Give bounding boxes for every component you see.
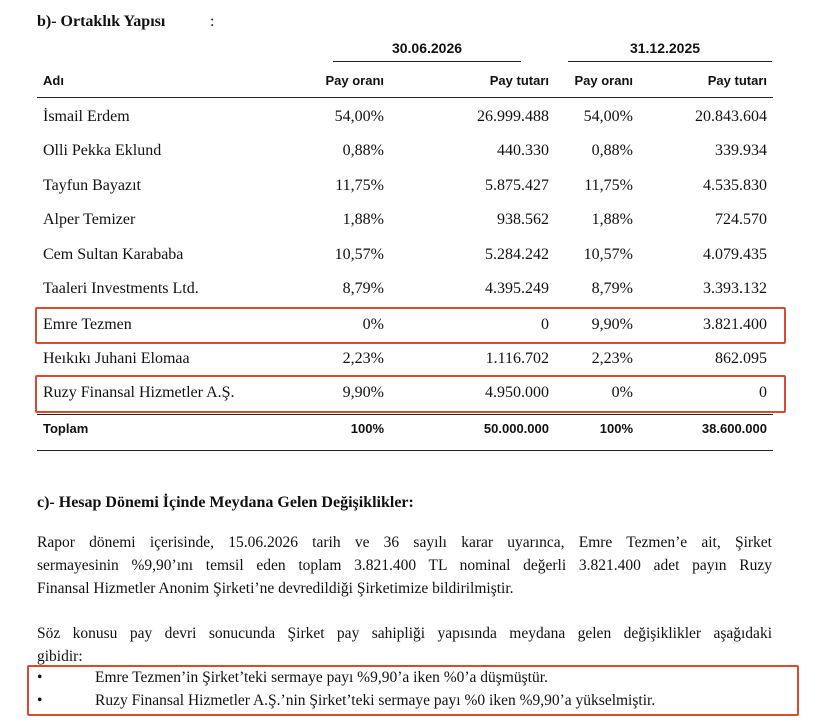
section-b-colon: : xyxy=(210,13,215,30)
share-amount-2: 724.570 xyxy=(715,211,767,228)
share-ratio-2: 10,57% xyxy=(583,246,633,263)
share-amount-2: 862.095 xyxy=(715,350,767,367)
share-amount-1: 0 xyxy=(541,316,549,333)
column-header-amount-1: Pay tutarı xyxy=(489,73,549,88)
table-row xyxy=(0,169,820,203)
share-ratio-1: 0% xyxy=(362,316,384,333)
period-2-underline xyxy=(568,61,772,62)
shareholder-name: İsmail Erdem xyxy=(43,108,130,125)
table-row xyxy=(0,308,820,342)
section-b-title: b)- Ortaklık Yapısı xyxy=(37,13,166,30)
paragraph-line: sermayesinin %9,90’ını temsil eden toplam 3.821.400 TL nominal değerli 3.821.400 adet payın Ruzy xyxy=(37,557,772,574)
share-amount-2: 4.535.830 xyxy=(703,177,767,194)
total-amount-2: 38.600.000 xyxy=(701,421,767,436)
share-amount-1: 4.950.000 xyxy=(485,384,549,401)
paragraph-transfer-notice xyxy=(37,531,772,600)
bullet-text: Ruzy Finansal Hizmetler A.Ş.’nin Şirket’teki sermaye payı %0 iken %9,90’a yükselmiştir. xyxy=(95,692,656,709)
table-row xyxy=(0,100,820,134)
share-ratio-2: 11,75% xyxy=(584,177,633,194)
period-header-2: 31.12.2025 xyxy=(629,40,701,56)
table-row xyxy=(0,134,820,168)
header-bottom-rule xyxy=(37,97,773,98)
share-ratio-1: 1,88% xyxy=(342,211,384,228)
shareholder-name: Alper Temizer xyxy=(43,211,136,228)
total-ratio-2: 100% xyxy=(599,421,633,436)
share-amount-2: 0 xyxy=(759,384,767,401)
table-row xyxy=(0,203,820,237)
share-ratio-2: 1,88% xyxy=(591,211,633,228)
shareholder-name: Tayfun Bayazıt xyxy=(43,177,141,194)
share-ratio-2: 8,79% xyxy=(591,280,633,297)
share-ratio-2: 0,88% xyxy=(591,142,633,159)
table-row xyxy=(0,342,820,376)
total-label: Toplam xyxy=(43,421,89,436)
bullet-text: Emre Tezmen’in Şirket’teki sermaye payı %9,90’a iken %0’a düşmüştür. xyxy=(95,669,548,686)
paragraph-changes-intro xyxy=(37,622,772,668)
table-row xyxy=(0,376,820,410)
share-ratio-1: 2,23% xyxy=(342,350,384,367)
share-amount-1: 4.395.249 xyxy=(485,280,549,297)
share-ratio-1: 8,79% xyxy=(342,280,384,297)
share-amount-1: 1.116.702 xyxy=(485,350,549,367)
share-amount-2: 4.079.435 xyxy=(703,246,767,263)
column-header-name: Adı xyxy=(43,73,64,88)
share-amount-1: 938.562 xyxy=(497,211,549,228)
total-row xyxy=(0,412,820,446)
share-ratio-2: 54,00% xyxy=(583,108,633,125)
share-ratio-2: 9,90% xyxy=(591,316,633,333)
share-amount-2: 20.843.604 xyxy=(695,108,767,125)
share-amount-2: 339.934 xyxy=(715,142,767,159)
share-amount-2: 3.393.132 xyxy=(703,280,767,297)
column-header-ratio-1: Pay oranı xyxy=(325,73,384,88)
paragraph-line: Rapor dönemi içerisinde, 15.06.2026 tarih ve 36 sayılı karar uyarınca, Emre Tezmen’e ait, Şirket xyxy=(37,534,772,551)
shareholder-name: Cem Sultan Karababa xyxy=(43,246,184,263)
total-bottom-rule xyxy=(37,450,773,451)
share-ratio-1: 0,88% xyxy=(342,142,384,159)
column-header-amount-2: Pay tutarı xyxy=(707,73,767,88)
share-amount-1: 5.875.427 xyxy=(485,177,549,194)
share-amount-2: 3.821.400 xyxy=(703,316,767,333)
share-ratio-1: 9,90% xyxy=(342,384,384,401)
table-row xyxy=(0,272,820,306)
paragraph-line: Söz konusu pay devri sonucunda Şirket pay sahipliği yapısında meydana gelen değişiklikler aşağıdaki xyxy=(37,625,772,642)
shareholder-name: Heıkıkı Juhani Elomaa xyxy=(43,350,190,367)
bullet-symbol: • xyxy=(37,692,43,709)
total-amount-1: 50.000.000 xyxy=(483,421,549,436)
shareholder-name: Ruzy Finansal Hizmetler A.Ş. xyxy=(43,384,235,401)
period-1-underline xyxy=(333,61,521,62)
total-ratio-1: 100% xyxy=(350,421,384,436)
share-amount-1: 440.330 xyxy=(497,142,549,159)
period-header-1: 30.06.2026 xyxy=(391,40,463,56)
bullet-symbol: • xyxy=(37,669,43,686)
section-c-title: c)- Hesap Dönemi İçinde Meydana Gelen Değişiklikler: xyxy=(37,494,414,511)
shareholder-name: Emre Tezmen xyxy=(43,316,132,333)
table-row xyxy=(0,238,820,272)
shareholder-name: Taaleri Investments Ltd. xyxy=(43,280,199,297)
share-ratio-1: 11,75% xyxy=(335,177,384,194)
share-amount-1: 26.999.488 xyxy=(477,108,549,125)
share-ratio-1: 10,57% xyxy=(334,246,384,263)
share-ratio-2: 2,23% xyxy=(591,350,633,367)
paragraph-line: gibidir: xyxy=(37,648,83,665)
shareholder-name: Olli Pekka Eklund xyxy=(43,142,162,159)
share-amount-1: 5.284.242 xyxy=(485,246,549,263)
share-ratio-2: 0% xyxy=(611,384,633,401)
paragraph-line: Finansal Hizmetler Anonim Şirketi’ne devredildiği Şirketimize bildirilmiştir. xyxy=(37,580,514,597)
share-ratio-1: 54,00% xyxy=(334,108,384,125)
column-header-ratio-2: Pay oranı xyxy=(574,73,633,88)
